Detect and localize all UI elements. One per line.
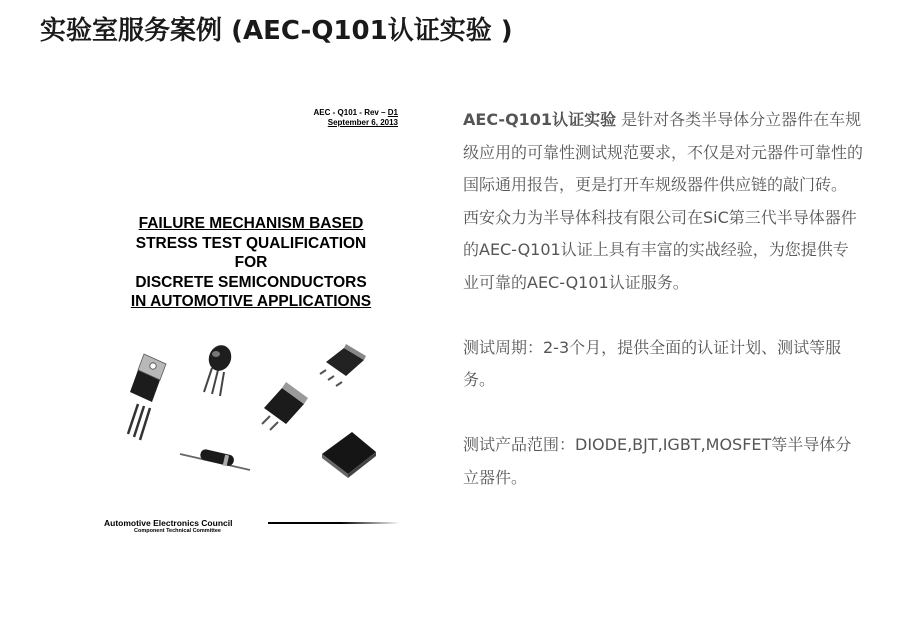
ref-prefix: AEC - Q101 - Rev – — [313, 108, 388, 117]
to92-package-icon — [204, 344, 235, 396]
document-heading — [100, 214, 402, 312]
footer-rule — [268, 522, 400, 524]
footer-organization: Automotive Electronics Council — [104, 518, 233, 528]
ref-revision: D1 — [387, 108, 398, 117]
title-paren-close: ) — [500, 16, 513, 46]
test-cycle-paragraph: 测试周期：2-3个月，提供全面的认证计划、测试等服务。 — [463, 337, 842, 389]
description-text — [463, 104, 863, 494]
title-paren-open: ( — [231, 16, 243, 46]
document-date: September 6, 2013 — [327, 118, 398, 127]
sot223-package-icon — [320, 344, 366, 386]
paragraph-spacer — [463, 397, 863, 430]
document-ref-line — [314, 108, 398, 118]
smd-power-package-icon — [322, 432, 376, 478]
dpak-package-icon — [262, 382, 308, 430]
heading-line-2: STRESS TEST QUALIFICATION — [135, 234, 367, 252]
heading-line-5: IN AUTOMOTIVE APPLICATIONS — [130, 293, 372, 310]
to220-package-icon — [128, 354, 166, 440]
heading-line-3: FOR — [234, 254, 268, 271]
page-title-text: 实验室服务案例 — [40, 16, 223, 46]
company-paragraph: 西安众力为半导体科技有限公司在SiC第三代半导体器件的AEC-Q101认证上具有丰富的实战经验，为您提供专业可靠的AEC-Q101认证服务。 — [463, 207, 857, 292]
axial-diode-icon — [180, 448, 250, 470]
aec-q101-cover-image — [100, 104, 402, 534]
heading-line-1: FAILURE MECHANISM BASED — [138, 215, 364, 232]
test-scope-paragraph: 测试产品范围：DIODE,BJT,IGBT,MOSFET等半导体分立器件。 — [463, 435, 852, 487]
semiconductor-components-illustration — [100, 344, 402, 514]
lead-bold: AEC-Q101认证实验 — [463, 110, 617, 129]
title-suffix: 认证实验 — [387, 16, 492, 46]
paragraph-spacer — [463, 299, 863, 332]
title-standard: AEC-Q101 — [242, 16, 388, 46]
document-reference — [314, 108, 398, 128]
intro-text: 是针对各类半导体分立器件在车规级应用的可靠性测试规范要求，不仅是对元器件可靠性的国际通用报告，更是打开车规级器件供应链的敲门砖。 — [463, 110, 864, 194]
footer-committee: Component Technical Committee — [134, 528, 221, 534]
page-title — [40, 10, 513, 47]
intro-paragraph — [463, 104, 863, 202]
heading-line-4: DISCRETE SEMICONDUCTORS — [135, 273, 367, 291]
